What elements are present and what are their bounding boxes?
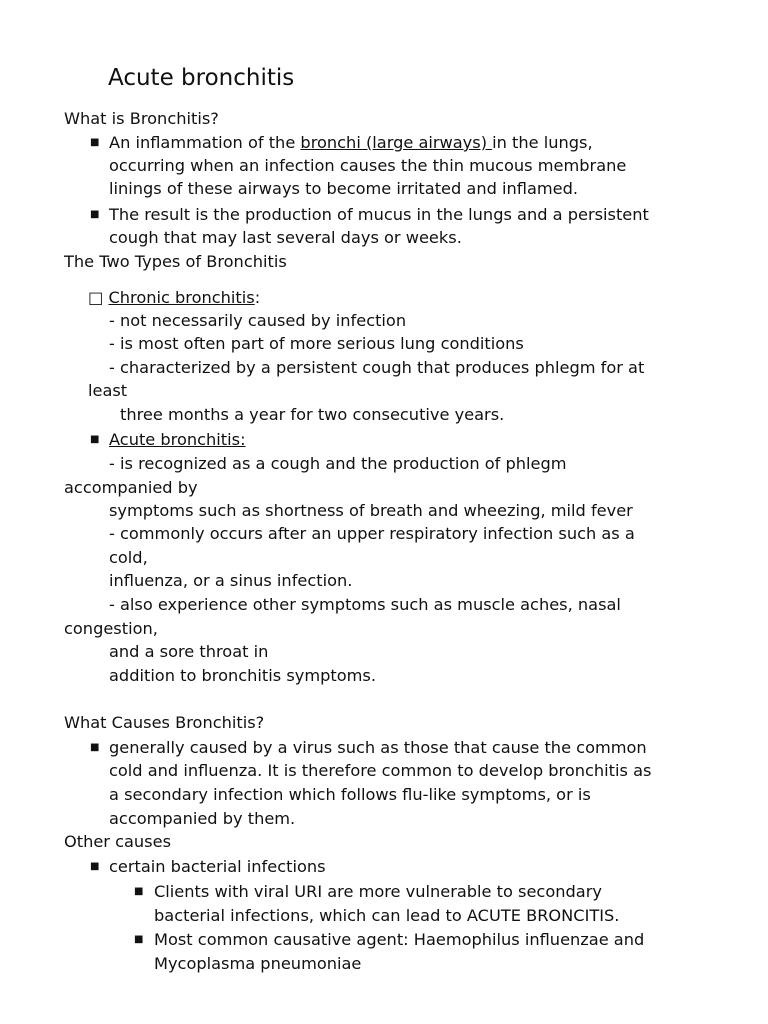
s4-sub1-line2: bacterial infections, which can lead to ACUTE BRONCITIS. — [154, 906, 620, 925]
acute-line10: addition to bronchitis symptoms. — [109, 666, 376, 685]
s1-bullet2-line1: The result is the production of mucus in the lungs and a persistent — [109, 205, 649, 224]
chronic-line1: - not necessarily caused by infection — [109, 311, 407, 330]
bronchi-underlined-text: bronchi (large airways) — [300, 133, 493, 152]
acute-line4: - commonly occurs after an upper respiratory infection such as a — [109, 524, 635, 543]
chronic-heading: □ Chronic bronchitis: — [88, 288, 261, 307]
chronic-line3: - characterized by a persistent cough that produces phlegm for at — [109, 358, 645, 377]
bullet-square-icon: ■ — [90, 861, 100, 872]
s1-bullet2-line2: cough that may last several days or weeks. — [109, 228, 462, 247]
acute-line8: congestion, — [64, 619, 158, 638]
s3-bullet1-line3: a secondary infection which follows flu-like symptoms, or is — [109, 785, 591, 804]
section-heading-two-types: The Two Types of Bronchitis — [64, 252, 287, 271]
section-heading-causes: What Causes Bronchitis? — [64, 713, 265, 732]
s1-bullet1-line1: An inflammation of the bronchi (large airways) in the lungs, — [109, 133, 593, 152]
acute-line5: cold, — [109, 548, 148, 567]
page-title: Acute bronchitis — [108, 65, 295, 91]
s4-sub1-line1: Clients with viral URI are more vulnerable to secondary — [154, 882, 602, 901]
s4-sub2-line1: Most common causative agent: Haemophilus influenzae and — [154, 930, 645, 949]
s4-bullet1: certain bacterial infections — [109, 857, 326, 876]
bullet-square-icon: ■ — [90, 742, 100, 753]
bullet-square-icon: ■ — [90, 137, 100, 148]
s3-bullet1-line1: generally caused by a virus such as those that cause the common — [109, 738, 647, 757]
bullet-square-icon: ■ — [134, 886, 144, 897]
acute-line7: - also experience other symptoms such as muscle aches, nasal — [109, 595, 621, 614]
acute-line3: symptoms such as shortness of breath and wheezing, mild fever — [109, 501, 633, 520]
acute-line9: and a sore throat in — [109, 642, 269, 661]
bullet-square-icon: ■ — [90, 434, 100, 445]
section-heading-what-is: What is Bronchitis? — [64, 109, 219, 128]
acute-line2: accompanied by — [64, 478, 198, 497]
acute-line1: - is recognized as a cough and the production of phlegm — [109, 454, 567, 473]
section-heading-other-causes: Other causes — [64, 832, 172, 851]
bullet-square-icon: ■ — [90, 209, 100, 220]
chronic-line2: - is most often part of more serious lung conditions — [109, 334, 524, 353]
s4-sub2-line2: Mycoplasma pneumoniae — [154, 954, 362, 973]
acute-line6: influenza, or a sinus infection. — [109, 571, 353, 590]
s1-bullet1-line2: occurring when an infection causes the thin mucous membrane — [109, 156, 627, 175]
checkbox-square-icon: □ — [88, 288, 104, 307]
chronic-line4: least — [88, 381, 128, 400]
s3-bullet1-line4: accompanied by them. — [109, 809, 296, 828]
s3-bullet1-line2: cold and influenza. It is therefore common to develop bronchitis as — [109, 761, 652, 780]
s1-bullet1-line3: linings of these airways to become irritated and inflamed. — [109, 179, 579, 198]
bullet-square-icon: ■ — [134, 934, 144, 945]
acute-heading: Acute bronchitis: — [109, 430, 246, 449]
chronic-line5: three months a year for two consecutive years. — [120, 405, 505, 424]
